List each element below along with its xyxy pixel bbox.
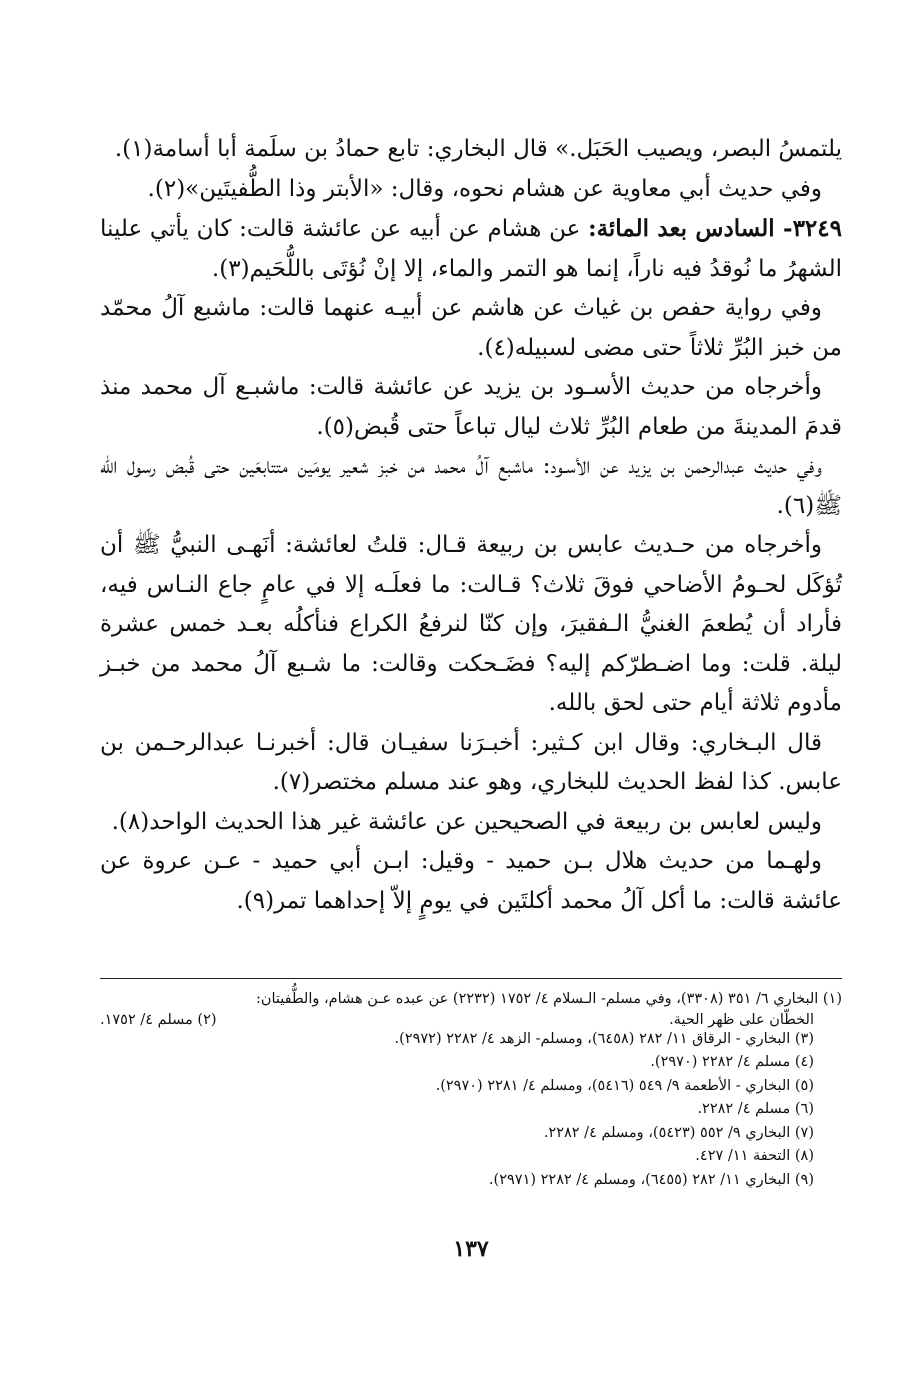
footnote: (٧) البخاري ٩/ ٥٥٢ (٥٤٢٣)، ومسلم ٤/ ٢٢٨٢. xyxy=(543,1124,814,1141)
footnote-continuation: الخطّان على ظهر الحية. xyxy=(669,1011,814,1028)
book-page xyxy=(100,130,842,1360)
footnotes xyxy=(100,988,842,1192)
paragraph: وفي حديث عبدالرحمن بن يزيد عن الأسـود: ماشبع آلُ محمد من خبز شعير يومَين متتابعَين حتى قُبض رسول الله ﷺ(٦). xyxy=(100,453,842,519)
footnote: (٩) البخاري ١١/ ٢٨٢ (٦٤٥٥)، ومسلم ٤/ ٢٢٨٢ (٢٩٧١). xyxy=(488,1171,814,1188)
hadith-paragraph xyxy=(100,209,842,289)
paragraph: وأخرجاه من حديث الأسـود بن يزيد عن عائشة قالت: ماشبـع آل محمد منذ قدمَ المدينةَ من طعام البُرِّ ثلاث ليال تباعاً حتى قُبض(٥). xyxy=(100,374,842,440)
paragraph: وفي رواية حفص بن غياث عن هاشم عن أبيـه عنهما قالت: ماشبع آلُ محمّد من خبز البُرِّ ثلاثاً حتى مضى لسبيله(٤). xyxy=(100,295,842,361)
footnote: (٢) مسلم ٤/ ١٧٥٢. xyxy=(100,1011,217,1028)
footnote-divider xyxy=(100,978,842,979)
paragraph: وليس لعابس بن ربيعة في الصحيحين عن عائشة غير هذا الحديث الواحد(٨). xyxy=(111,808,822,835)
paragraph: وأخرجاه من حـديث عابس بن ربيعة قـال: قلتُ لعائشة: أنَهـى النبيُّ ﷺ أن تُؤكَل لحـومُ الأضاحي فوقَ ثلاث؟ قـالت: ما فعلَـه إلا في عامٍ جاع النـاس فيه، فأراد أن يُطعمَ الغنيُّ الـفقيرَ، وإن كنّا لنرفعُ الكراع فنأكلُه بعـد خمس عشرة ليلة. قلت: وما اضـطرّكم إليه؟ فضَـحكت وقالت: ما شـبع آلُ محمد من خبـز مأدوم ثلاثة أيام حتى لحق بالله. xyxy=(100,532,842,716)
paragraph: يلتمسُ البصر، ويصيب الحَبَل.» قال البخاري: تابع حمادُ بن سلَمة أبا أسامة(١). xyxy=(114,136,842,162)
hadith-text: عن هشام عن أبيه عن عائشة قالت: كان يأتي علينا الشهرُ ما نُوقدُ فيه ناراً، إنما هو التمر والماء، إلا إنْ نُؤتَى باللُّحَيم(٣). xyxy=(100,216,842,282)
paragraph: وفي حديث أبي معاوية عن هشام نحوه، وقال: «الأبتر وذا الطُّفيتَين»(٢). xyxy=(147,175,822,202)
footnote: (٦) مسلم ٤/ ٢٢٨٢. xyxy=(697,1101,814,1117)
footnote: (٤) مسلم ٤/ ٢٢٨٢ (٢٩٧٠). xyxy=(650,1054,814,1070)
footnote: (٥) البخاري - الأطعمة ٩/ ٥٤٩ (٥٤١٦)، ومسلم ٤/ ٢٢٨١ (٢٩٧٠). xyxy=(435,1077,814,1094)
footnote-row xyxy=(100,1012,842,1028)
main-text xyxy=(100,130,842,921)
footnote: (٨) التحفة ١١/ ٤٢٧. xyxy=(695,1148,814,1164)
paragraph: قال البـخاري: وقال ابن كـثير: أخبـرَنا سفيـان قال: أخبرنـا عبدالرحـمن بن عابس. كذا لفظ الحديث للبخاري، وهو عند مسلم مختصر(٧). xyxy=(100,729,842,795)
footnote: (١) البخاري ٦/ ٣٥١ (٣٣٠٨)، وفي مسلم- الـسلام ٤/ ١٧٥٢ (٢٢٣٢) عن عبده عـن هشام، والطُّفيتان: xyxy=(255,991,842,1007)
hadith-number: ٣٢٤٩- السادس بعد المائة: xyxy=(588,215,842,242)
footnote: (٣) البخاري - الرقاق ١١/ ٢٨٢ (٦٤٥٨)، ومسلم- الزهد ٤/ ٢٢٨٢ (٢٩٧٢). xyxy=(394,1030,814,1047)
paragraph: ولهـما من حديث هلال بـن حميد - وقيل: ابـن أبي حميد - عـن عروة عن عائشة قالت: ما أكل آلُ محمد أكلتَين في يومٍ إلاّ إحداهما تمر(٩). xyxy=(100,848,842,914)
page-number: ١٣٧ xyxy=(453,1236,489,1262)
